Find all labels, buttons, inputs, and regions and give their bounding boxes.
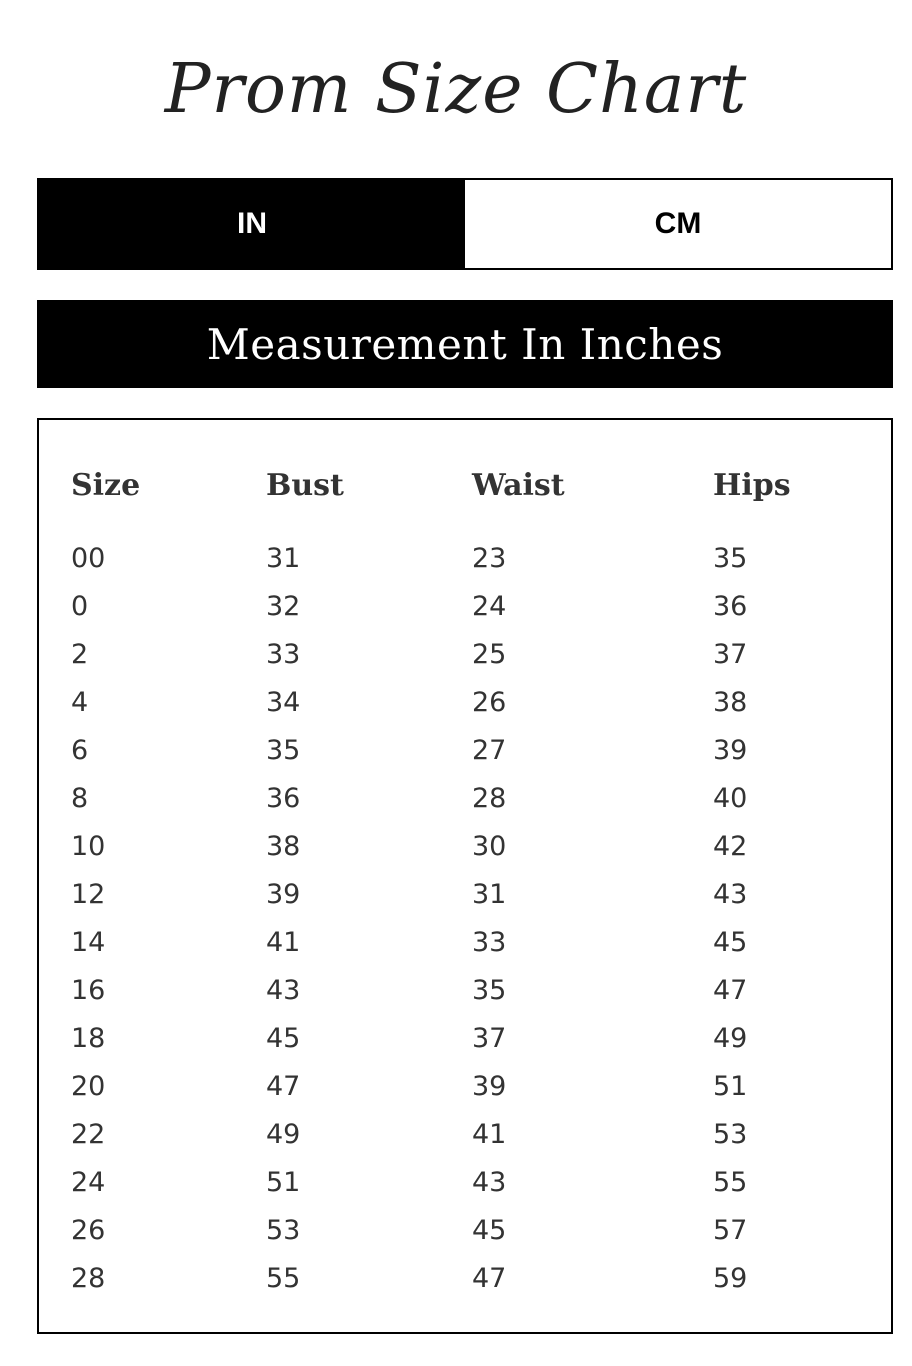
cell-bust: 32: [266, 591, 301, 622]
header-size: Size: [71, 468, 141, 503]
cell-bust: 41: [266, 927, 301, 958]
cell-hips: 51: [713, 1071, 748, 1102]
header-waist: Waist: [472, 468, 565, 503]
unit-in-button[interactable]: IN: [39, 180, 465, 268]
cell-hips: 40: [713, 783, 748, 814]
cell-size: 22: [71, 1119, 106, 1150]
cell-bust: 45: [266, 1023, 301, 1054]
cell-waist: 43: [472, 1167, 507, 1198]
cell-waist: 25: [472, 639, 507, 670]
header-hips: Hips: [713, 468, 791, 503]
cell-waist: 35: [472, 975, 507, 1006]
cell-size: 6: [71, 735, 89, 766]
cell-hips: 59: [713, 1263, 748, 1294]
cell-bust: 51: [266, 1167, 301, 1198]
cell-size: 24: [71, 1167, 106, 1198]
page-title: Prom Size Chart: [164, 50, 748, 129]
cell-bust: 34: [266, 687, 301, 718]
cell-waist: 26: [472, 687, 507, 718]
cell-waist: 33: [472, 927, 507, 958]
cell-hips: 35: [713, 543, 748, 574]
cell-hips: 45: [713, 927, 748, 958]
table-row: [39, 1015, 891, 1063]
table-row: [39, 919, 891, 967]
cell-waist: 27: [472, 735, 507, 766]
cell-hips: 38: [713, 687, 748, 718]
cell-hips: 49: [713, 1023, 748, 1054]
cell-hips: 42: [713, 831, 748, 862]
cell-hips: 53: [713, 1119, 748, 1150]
header-bust: Bust: [266, 468, 344, 503]
table-row: [39, 583, 891, 631]
cell-waist: 37: [472, 1023, 507, 1054]
table-row: [39, 1207, 891, 1255]
cell-size: 28: [71, 1263, 106, 1294]
cell-size: 14: [71, 927, 106, 958]
unit-toggle: [37, 178, 893, 270]
cell-bust: 53: [266, 1215, 301, 1246]
cell-waist: 47: [472, 1263, 507, 1294]
table-row: [39, 535, 891, 583]
cell-waist: 39: [472, 1071, 507, 1102]
cell-bust: 39: [266, 879, 301, 910]
cell-size: 16: [71, 975, 106, 1006]
cell-hips: 55: [713, 1167, 748, 1198]
cell-bust: 55: [266, 1263, 301, 1294]
cell-size: 26: [71, 1215, 106, 1246]
cell-waist: 31: [472, 879, 507, 910]
table-row: [39, 967, 891, 1015]
cell-bust: 31: [266, 543, 301, 574]
table-row: [39, 679, 891, 727]
table-row: [39, 775, 891, 823]
cell-bust: 47: [266, 1071, 301, 1102]
cell-bust: 35: [266, 735, 301, 766]
cell-size: 18: [71, 1023, 106, 1054]
cell-size: 12: [71, 879, 106, 910]
unit-cm-button[interactable]: CM: [465, 180, 891, 268]
cell-bust: 43: [266, 975, 301, 1006]
cell-hips: 43: [713, 879, 748, 910]
cell-waist: 30: [472, 831, 507, 862]
cell-size: 8: [71, 783, 89, 814]
cell-hips: 47: [713, 975, 748, 1006]
cell-waist: 24: [472, 591, 507, 622]
cell-waist: 45: [472, 1215, 507, 1246]
measurement-banner: Measurement In Inches: [37, 300, 893, 388]
table-row: [39, 1255, 891, 1303]
cell-bust: 36: [266, 783, 301, 814]
cell-size: 0: [71, 591, 89, 622]
cell-size: 00: [71, 543, 106, 574]
table-row: [39, 823, 891, 871]
table-row: [39, 727, 891, 775]
cell-size: 10: [71, 831, 106, 862]
cell-waist: 28: [472, 783, 507, 814]
cell-size: 2: [71, 639, 89, 670]
cell-size: 4: [71, 687, 89, 718]
table-row: [39, 631, 891, 679]
table-row: [39, 1159, 891, 1207]
size-table: [37, 418, 893, 1334]
table-row: [39, 1111, 891, 1159]
cell-bust: 38: [266, 831, 301, 862]
cell-size: 20: [71, 1071, 106, 1102]
cell-bust: 49: [266, 1119, 301, 1150]
cell-hips: 57: [713, 1215, 748, 1246]
cell-hips: 36: [713, 591, 748, 622]
cell-hips: 37: [713, 639, 748, 670]
cell-waist: 23: [472, 543, 507, 574]
table-row: [39, 1063, 891, 1111]
cell-hips: 39: [713, 735, 748, 766]
table-row: [39, 871, 891, 919]
cell-waist: 41: [472, 1119, 507, 1150]
cell-bust: 33: [266, 639, 301, 670]
